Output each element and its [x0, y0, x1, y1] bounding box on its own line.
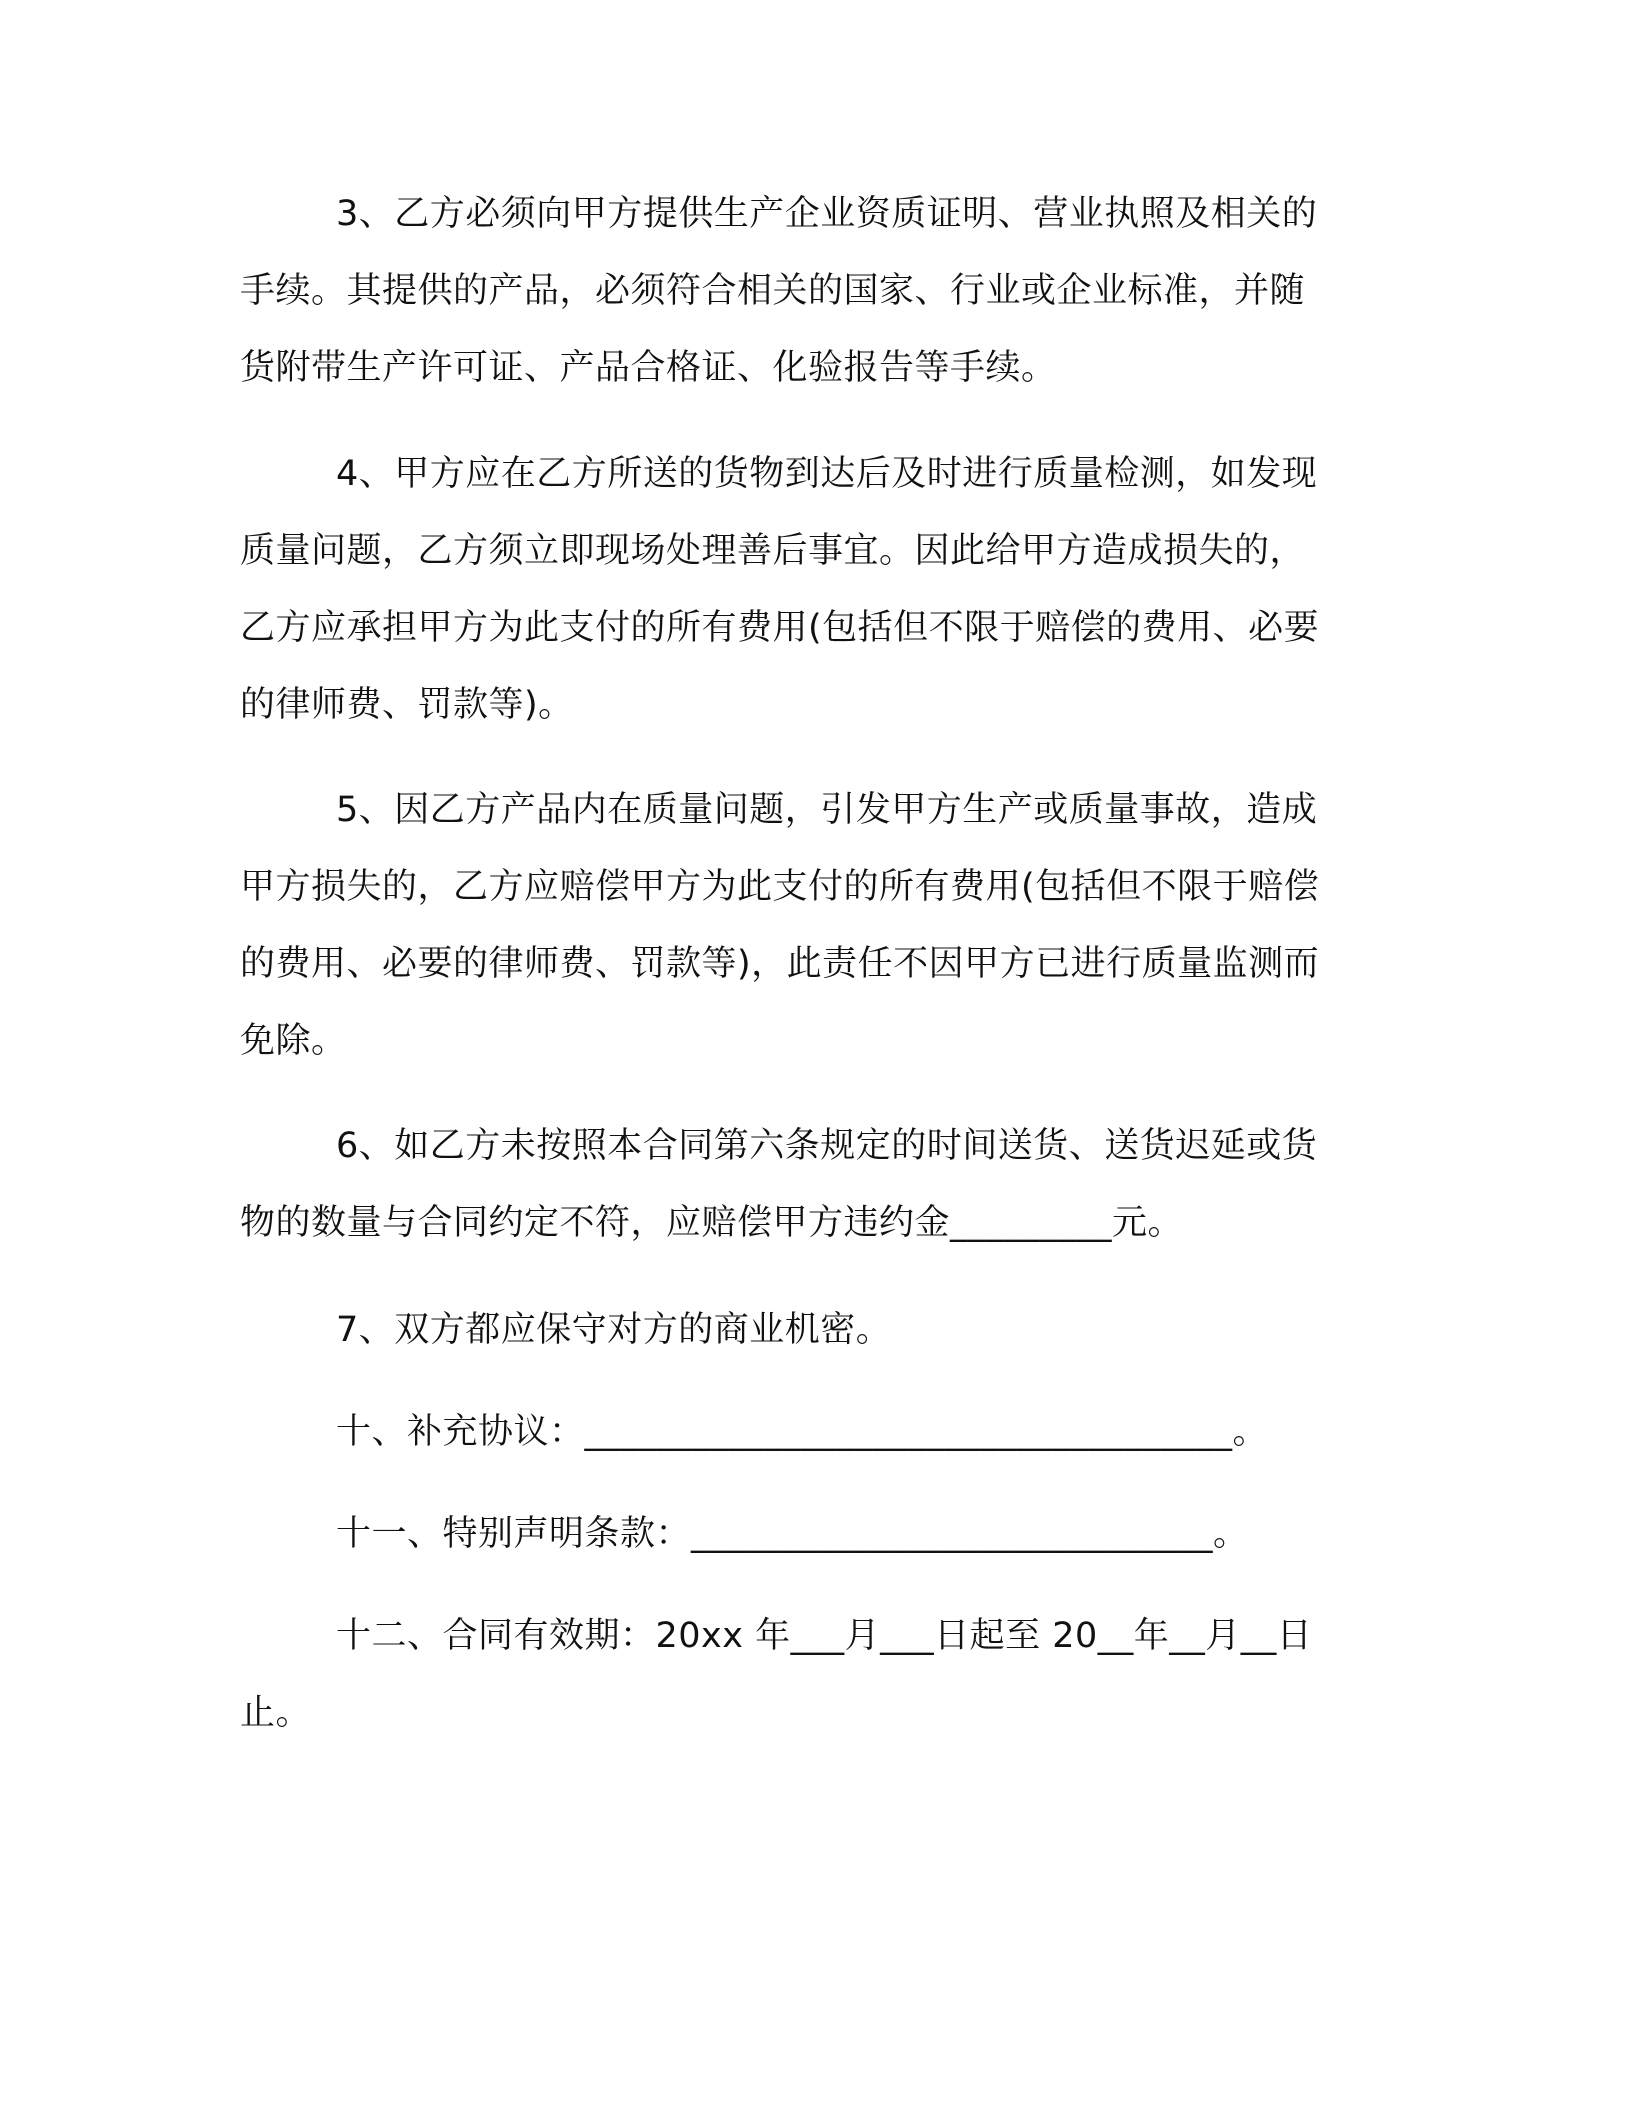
clause-7-paragraph: [240, 1292, 1360, 1369]
clause-3-paragraph: [240, 176, 1360, 407]
text-line: 4、甲方应在乙方所送的货物到达后及时进行质量检测，如发现: [336, 454, 1318, 494]
text-line: 止。: [240, 1693, 312, 1733]
supplementary-agreement-paragraph: [240, 1394, 1360, 1471]
text-line: 手续。其提供的产品，必须符合相关的国家、行业或企业标准，并随: [240, 271, 1306, 311]
text-line: 7、双方都应保守对方的商业机密。: [336, 1310, 892, 1350]
text-line: 十、补充协议：____________________________________。: [336, 1412, 1269, 1452]
clause-4-paragraph: [240, 436, 1360, 744]
special-statement-paragraph: [240, 1496, 1360, 1573]
text-line: 3、乙方必须向甲方提供生产企业资质证明、营业执照及相关的: [336, 194, 1318, 234]
text-line: 乙方应承担甲方为此支付的所有费用(包括但不限于赔偿的费用、必要: [240, 608, 1320, 648]
text-line: 6、如乙方未按照本合同第六条规定的时间送货、送货迟延或货: [336, 1126, 1318, 1166]
text-line: 的费用、必要的律师费、罚款等)，此责任不因甲方已进行质量监测而: [240, 944, 1320, 984]
text-line: 物的数量与合同约定不符，应赔偿甲方违约金_________元。: [240, 1203, 1184, 1243]
text-line: 免除。: [240, 1021, 347, 1061]
clause-6-paragraph: [240, 1108, 1360, 1262]
text-line: 5、因乙方产品内在质量问题，引发甲方生产或质量事故，造成: [336, 790, 1318, 830]
validity-period-paragraph: [240, 1598, 1360, 1752]
text-line: 十二、合同有效期：20xx 年___月___日起至 20__年__月__日: [336, 1616, 1313, 1656]
text-line: 质量问题，乙方须立即现场处理善后事宜。因此给甲方造成损失的，: [240, 531, 1306, 571]
text-line: 的律师费、罚款等)。: [240, 685, 574, 725]
text-line: 十一、特别声明条款：_____________________________。: [336, 1514, 1249, 1554]
clause-5-paragraph: [240, 772, 1360, 1080]
text-line: 甲方损失的，乙方应赔偿甲方为此支付的所有费用(包括但不限于赔偿: [240, 867, 1320, 907]
text-line: 货附带生产许可证、产品合格证、化验报告等手续。: [240, 348, 1057, 388]
